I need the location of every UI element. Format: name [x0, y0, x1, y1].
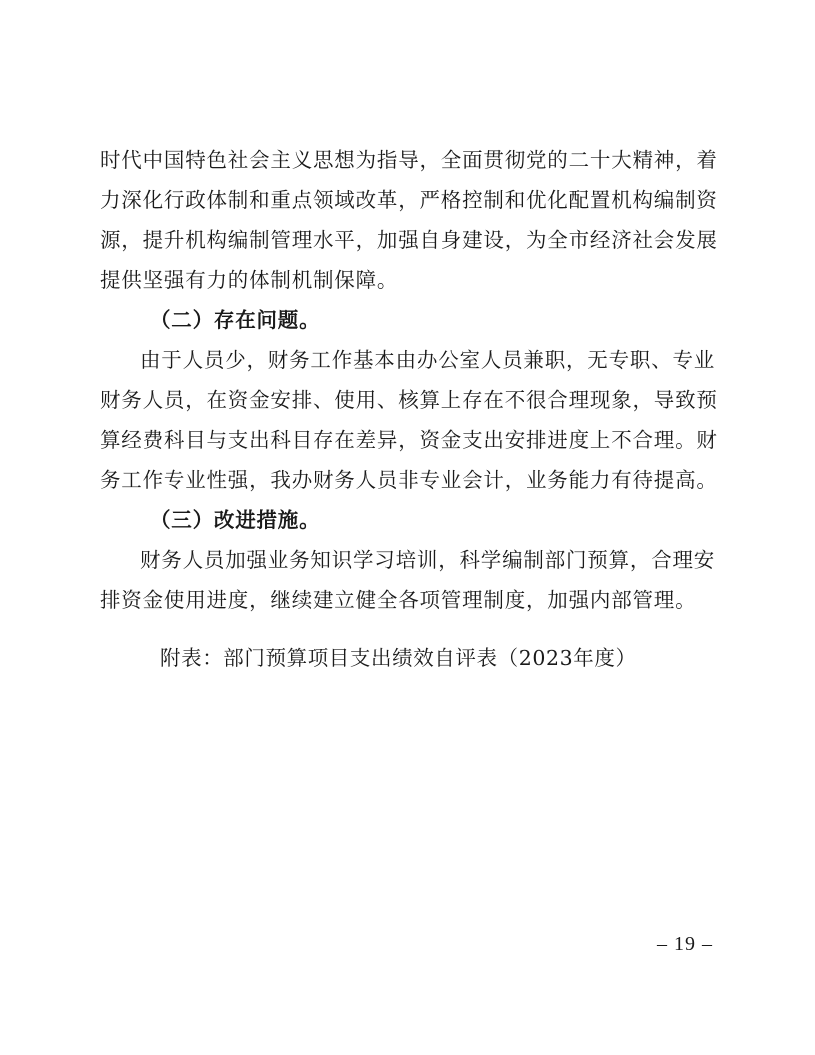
paragraph-3-line-1: 财务人员加强业务知识学习培训，科学编制部门预算，合理安 — [140, 548, 716, 572]
section-heading-improvements: （三）改进措施。 — [150, 508, 321, 532]
paragraph-2-line-2: 财务人员，在资金安排、使用、核算上存在不很合理现象，导致预 — [100, 388, 718, 412]
section-heading-problems: （二）存在问题。 — [150, 308, 321, 332]
paragraph-1-line-4: 提供坚强有力的体制机制保障。 — [100, 268, 399, 292]
paragraph-2-line-3: 算经费科目与支出科目存在差异，资金支出安排进度上不合理。财 — [100, 428, 718, 452]
paragraph-1-line-3: 源，提升机构编制管理水平，加强自身建设，为全市经济社会发展 — [100, 228, 718, 252]
paragraph-2-line-1: 由于人员少，财务工作基本由办公室人员兼职，无专职、专业 — [140, 348, 716, 372]
paragraph-2-line-4: 务工作专业性强，我办财务人员非专业会计，业务能力有待提高。 — [100, 468, 718, 492]
paragraph-3-line-2: 排资金使用进度，继续建立健全各项管理制度，加强内部管理。 — [100, 588, 697, 612]
page-number: – 19 – — [657, 933, 713, 955]
paragraph-1-line-2: 力深化行政体制和重点领域改革，严格控制和优化配置机构编制资 — [100, 188, 718, 212]
paragraph-1-line-1: 时代中国特色社会主义思想为指导，全面贯彻党的二十大精神，着 — [100, 148, 718, 172]
appendix-note: 附表：部门预算项目支出绩效自评表（2023年度） — [160, 646, 637, 670]
